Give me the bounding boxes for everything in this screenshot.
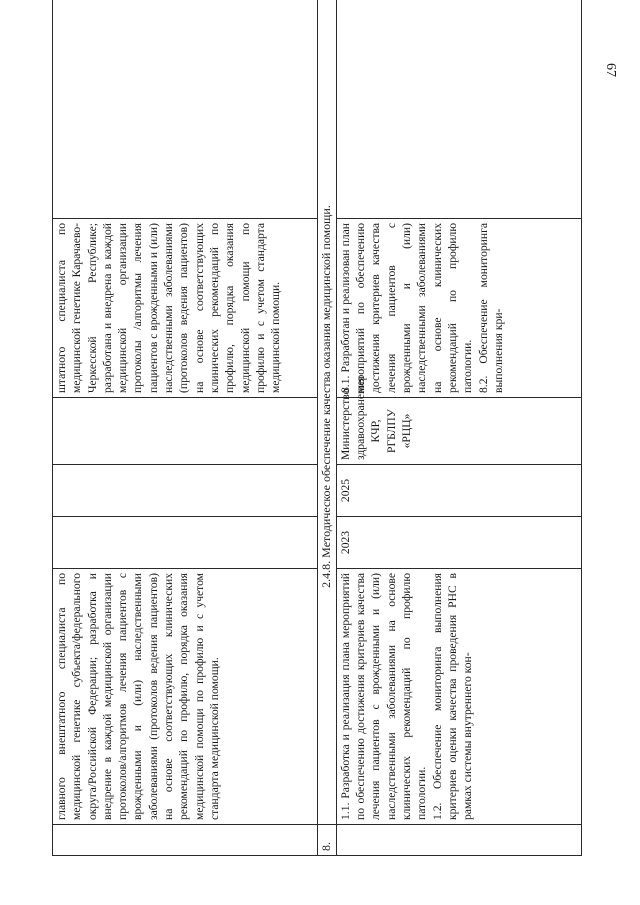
action-item-1: 1.1. Разработка и реализация плана мероприятий по обеспечению достижения критериев качества лечения пациентов с врожденными и (или) наследственными заболеваниями на основе клинических рекомендаций по профилю патологии. <box>338 573 429 820</box>
start-year-cell <box>53 517 318 569</box>
result-cell <box>336 219 581 398</box>
row-number-cell <box>53 825 318 856</box>
measures-table <box>52 0 582 856</box>
table-row-continued <box>53 0 318 856</box>
end-year-cell <box>53 465 318 517</box>
extra-cell <box>53 0 318 219</box>
responsible-cell: Министерство здравоохранения КЧР, РГБЛПУ «РЦЦ» <box>336 398 581 465</box>
result-cell: штатного специалиста по медицинской генетике Карачаево-Черкесской Республике; разработана и внедрена в каждой медицинской организации протоколы /алгоритмы лечения пациентов с врожденными и (или) наследственными заболеваниями (протоколов ведения пациентов) на основе соответствующих клинических рекомендаций по профилю, порядка оказания медицинской помощи по профилю и с учетом стандарта медицинской помощи. <box>53 219 318 398</box>
document-sheet <box>52 32 584 856</box>
responsible-cell <box>53 398 318 465</box>
start-year-cell: 2023 <box>336 517 581 569</box>
section-title: 2.4.8. Методическое обеспечение качества оказания медицинской помощи. <box>318 0 337 825</box>
action-cell <box>336 569 581 825</box>
action-item-2: 1.2. Обеспечение мониторинга выполнения критериев оценки качества проведения РНС в рамках системы внутреннего кон- <box>430 573 475 820</box>
table-row-new <box>336 0 581 856</box>
extra-cell <box>336 0 581 219</box>
row-number-cell <box>336 825 581 856</box>
page-number: 67 <box>603 63 618 77</box>
end-year-cell: 2025 <box>336 465 581 517</box>
result-item-2: 8.2. Обеспечение мониторинга выполнения кри- <box>476 223 505 393</box>
rotated-table-wrapper <box>52 32 584 856</box>
section-number: 8. <box>318 825 337 856</box>
result-item-1: 8.1. Разработан и реализован план мероприятий по обеспечению достижения критериев качества лечения пациентов с врожденными и (или) наследственными заболеваниями на основе клинических рекомендаций по профилю патологии. <box>338 223 475 393</box>
section-row <box>318 0 337 856</box>
action-cell: главного внештатного специалиста по медицинской генетике субъекта/федерального округа/Российской Федерации; разработка и внедрение в каждой медицинской организации протоколов/алгоритмов лечения пациентов с врожденными и (или) наследственными заболеваниями (протоколов ведения пациентов) на основе соответствующих клинических рекомендаций по профилю, порядка оказания медицинской помощи по профилю и с учетом стандарта медицинской помощи. <box>53 569 318 825</box>
